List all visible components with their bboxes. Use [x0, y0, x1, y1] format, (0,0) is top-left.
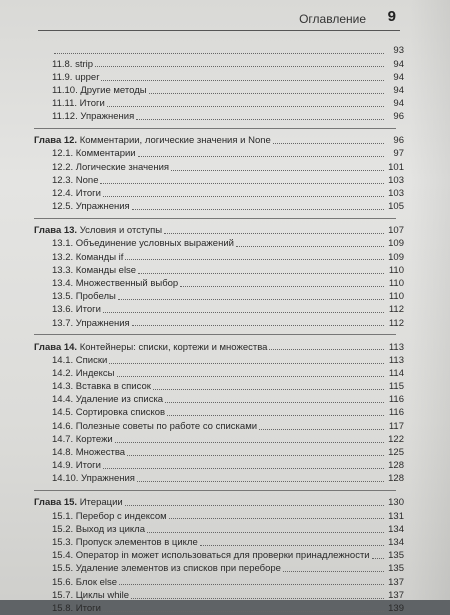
dot-leader — [103, 468, 384, 469]
toc-entry-title: 12.4. Итоги — [52, 188, 101, 199]
toc-page-number: 94 — [393, 98, 404, 110]
chapter-title: Условия и отступы — [79, 225, 163, 237]
chapter-label: Глава 13. — [34, 225, 78, 237]
toc-entry-title: 14.3. Вставка в список — [52, 381, 151, 393]
toc-page-number: 103 — [388, 188, 404, 199]
toc-entry-title: 14.7. Кортежи — [52, 433, 113, 445]
toc-entry-title: 13.7. Упражнения — [52, 317, 130, 329]
toc-entry-title: 12.3. None — [52, 174, 99, 186]
toc-entry-title: 15.6. Блок else — [52, 576, 118, 588]
toc-page-number: 112 — [388, 317, 404, 329]
dot-leader — [136, 119, 384, 120]
toc-entry — [34, 303, 404, 316]
toc-page-number: 94 — [393, 84, 404, 96]
dot-leader — [103, 312, 384, 313]
toc-entry-title: 13.1. Объединение условных выражений — [52, 238, 234, 250]
dot-leader — [283, 571, 384, 572]
dot-leader — [127, 455, 384, 456]
toc-entry — [34, 446, 404, 459]
dot-leader — [125, 505, 384, 506]
toc-entry — [34, 380, 404, 393]
toc-page-number: 101 — [388, 161, 404, 173]
dot-leader — [273, 143, 384, 144]
toc-entry-title: 15.3. Пропуск элементов в цикле — [52, 536, 198, 548]
toc-entry — [34, 70, 404, 83]
toc-entry-title: 11.8. strip — [52, 58, 94, 70]
toc-entry — [34, 97, 404, 110]
toc-entry — [34, 406, 404, 419]
dot-leader — [147, 532, 384, 533]
running-header — [38, 4, 400, 30]
toc-page-number: 117 — [388, 420, 404, 432]
toc-chapter-entry — [34, 133, 404, 147]
dot-leader — [118, 299, 384, 300]
toc-page-number: 125 — [388, 447, 404, 458]
toc-chapter-entry — [34, 495, 404, 509]
dot-leader — [107, 106, 384, 107]
dot-leader — [115, 442, 384, 443]
toc-entry — [34, 522, 404, 535]
dot-leader — [200, 545, 384, 546]
dot-leader — [153, 389, 384, 390]
toc-page-number: 131 — [388, 510, 404, 522]
toc-page-number: 114 — [388, 367, 404, 379]
chapter-title: Комментарии, логические значения и None — [79, 135, 271, 147]
toc-entry-title: 13.6. Итоги — [52, 304, 101, 316]
toc-entry — [34, 575, 404, 588]
toc-entry — [34, 353, 404, 366]
toc-entry — [34, 263, 404, 276]
toc-page-number: 97 — [393, 148, 404, 160]
toc-page-number: 116 — [388, 394, 404, 406]
toc-page-number: 135 — [388, 550, 404, 562]
header-rule — [38, 30, 400, 31]
dot-leader — [180, 286, 384, 287]
dot-leader — [117, 376, 384, 377]
dot-leader — [169, 518, 384, 519]
dot-leader — [138, 273, 384, 274]
toc-page-number: 112 — [388, 304, 404, 316]
toc-chapter-entry — [34, 223, 404, 237]
dot-leader — [171, 170, 384, 171]
toc-entry — [34, 393, 404, 406]
toc-entry-title: 15.2. Выход из цикла — [52, 523, 145, 535]
toc-page-number: 128 — [388, 473, 404, 485]
toc-entry — [34, 57, 404, 70]
toc-entry-title: 14.10. Упражнения — [52, 473, 135, 485]
toc-page-number: 137 — [388, 589, 404, 601]
toc-page-number: 94 — [393, 58, 404, 70]
toc-entry-title — [34, 497, 123, 509]
toc-page-number: 109 — [388, 238, 404, 250]
toc-entry — [34, 588, 404, 601]
toc-entry-title: 15.1. Перебор с индексом — [52, 510, 167, 522]
toc-entry — [34, 290, 404, 303]
toc-entry — [34, 459, 404, 472]
toc-chapter-entry — [34, 339, 404, 353]
toc-page-number: 128 — [388, 460, 404, 472]
toc-page-number: 96 — [393, 111, 404, 123]
dot-leader — [132, 209, 384, 210]
header-title: Оглавление — [299, 12, 366, 26]
page-shadow — [410, 0, 450, 600]
toc-entry-title: 11.12. Упражнения — [52, 111, 135, 123]
toc-entry-title: 12.2. Логические значения — [52, 161, 170, 173]
toc-entry — [34, 174, 404, 187]
toc-entry — [34, 472, 404, 485]
toc-entry-title — [34, 225, 162, 237]
toc-page-number: 115 — [388, 381, 404, 393]
table-of-contents — [34, 44, 404, 615]
toc-entry — [34, 160, 404, 173]
toc-entry-title: 14.4. Удаление из списка — [52, 394, 164, 406]
toc-page-number: 110 — [388, 264, 404, 276]
dot-leader — [132, 325, 384, 326]
toc-page-number: 110 — [388, 277, 404, 289]
dot-leader — [137, 481, 384, 482]
toc-page-number: 137 — [388, 576, 404, 588]
toc-entry-title: 13.3. Команды else — [52, 264, 137, 276]
dot-leader — [103, 611, 384, 612]
toc-entry-title: 15.8. Итоги — [52, 602, 101, 614]
toc-entry-title: 14.9. Итоги — [52, 460, 101, 472]
dot-leader — [269, 349, 384, 350]
toc-page-number: 134 — [388, 523, 404, 535]
toc-page-number: 130 — [388, 497, 404, 509]
toc-page-number: 116 — [388, 407, 404, 419]
dot-leader — [167, 415, 384, 416]
toc-entry — [34, 316, 404, 329]
dot-leader — [100, 183, 384, 184]
toc-entry — [34, 509, 404, 522]
toc-entry — [34, 187, 404, 200]
toc-entry-title: 12.5. Упражнения — [52, 201, 130, 213]
dot-leader — [103, 196, 384, 197]
dot-leader — [54, 53, 384, 54]
dot-leader — [109, 363, 384, 364]
chapter-separator — [34, 490, 396, 491]
toc-entry-title: 11.9. upper — [52, 71, 100, 83]
chapter-separator — [34, 128, 396, 129]
chapter-label: Глава 15. — [34, 497, 78, 509]
toc-page-number: 96 — [393, 135, 404, 147]
chapter-label: Глава 14. — [34, 341, 78, 353]
chapter-title: Контейнеры: списки, кортежи и множества — [79, 341, 268, 353]
toc-entry — [34, 110, 404, 123]
chapter-separator — [34, 218, 396, 219]
toc-page-number: 107 — [388, 225, 404, 237]
toc-page-number: 139 — [388, 602, 404, 614]
toc-page-number: 135 — [388, 563, 404, 575]
toc-page-number: 113 — [388, 341, 404, 353]
toc-entry-title: 15.4. Оператор in может использоваться для проверки принадлежности — [52, 550, 370, 562]
toc-entry-title — [34, 135, 271, 147]
toc-page-number: 110 — [388, 291, 404, 303]
toc-entry-title — [34, 342, 267, 354]
toc-page-number: 122 — [388, 433, 404, 445]
dot-leader — [95, 66, 384, 67]
dot-leader — [119, 584, 384, 585]
toc-entry — [34, 433, 404, 446]
toc-entry-title: 14.8. Множества — [52, 447, 126, 458]
dot-leader — [101, 80, 384, 81]
toc-entry — [34, 277, 404, 290]
toc-entry-title: 14.5. Сортировка списков — [52, 407, 166, 419]
toc-page-number: 103 — [388, 174, 404, 186]
toc-entry-title: 13.4. Множественный выбор — [52, 277, 179, 289]
toc-entry-title: 13.2. Команды if — [52, 251, 124, 263]
toc-entry — [34, 44, 404, 57]
toc-entry-title: 11.10. Другие методы — [52, 84, 147, 96]
chapter-title: Итерации — [79, 497, 123, 509]
toc-entry — [34, 367, 404, 380]
toc-page-number: 93 — [393, 45, 404, 57]
toc-entry-title: 12.1. Комментарии — [52, 148, 136, 160]
dot-leader — [259, 429, 384, 430]
toc-entry — [34, 549, 404, 562]
dot-leader — [165, 402, 384, 403]
toc-entry-title: 14.6. Полезные советы по работе со списками — [52, 420, 258, 432]
toc-entry — [34, 237, 404, 250]
dot-leader — [131, 598, 384, 599]
toc-page-number: 94 — [393, 71, 404, 83]
dot-leader — [149, 93, 384, 94]
toc-entry — [34, 250, 404, 263]
toc-page-number: 113 — [388, 354, 404, 366]
dot-leader — [138, 156, 384, 157]
toc-page-number: 134 — [388, 536, 404, 548]
toc-entry-title: 15.7. Циклы while — [52, 589, 130, 601]
toc-page-number: 105 — [388, 201, 404, 213]
chapter-label: Глава 12. — [34, 135, 78, 147]
toc-entry — [34, 147, 404, 160]
toc-entry-title: 15.5. Удаление элементов из списков при переборе — [52, 563, 281, 575]
toc-entry-title: 14.2. Индексы — [52, 367, 115, 379]
dot-leader — [236, 246, 384, 247]
toc-entry — [34, 536, 404, 549]
toc-entry — [34, 602, 404, 615]
toc-entry-title: 14.1. Списки — [52, 354, 108, 366]
dot-leader — [164, 233, 384, 234]
toc-entry-title: 13.5. Пробелы — [52, 291, 116, 303]
toc-entry — [34, 200, 404, 213]
toc-entry — [34, 562, 404, 575]
dot-leader — [125, 259, 384, 260]
toc-entry-title: 11.11. Итоги — [52, 98, 105, 110]
toc-entry — [34, 419, 404, 432]
chapter-separator — [34, 334, 396, 335]
dot-leader — [372, 558, 384, 559]
toc-page-number: 109 — [388, 251, 404, 263]
toc-entry — [34, 84, 404, 97]
header-page-number: 9 — [387, 8, 396, 25]
